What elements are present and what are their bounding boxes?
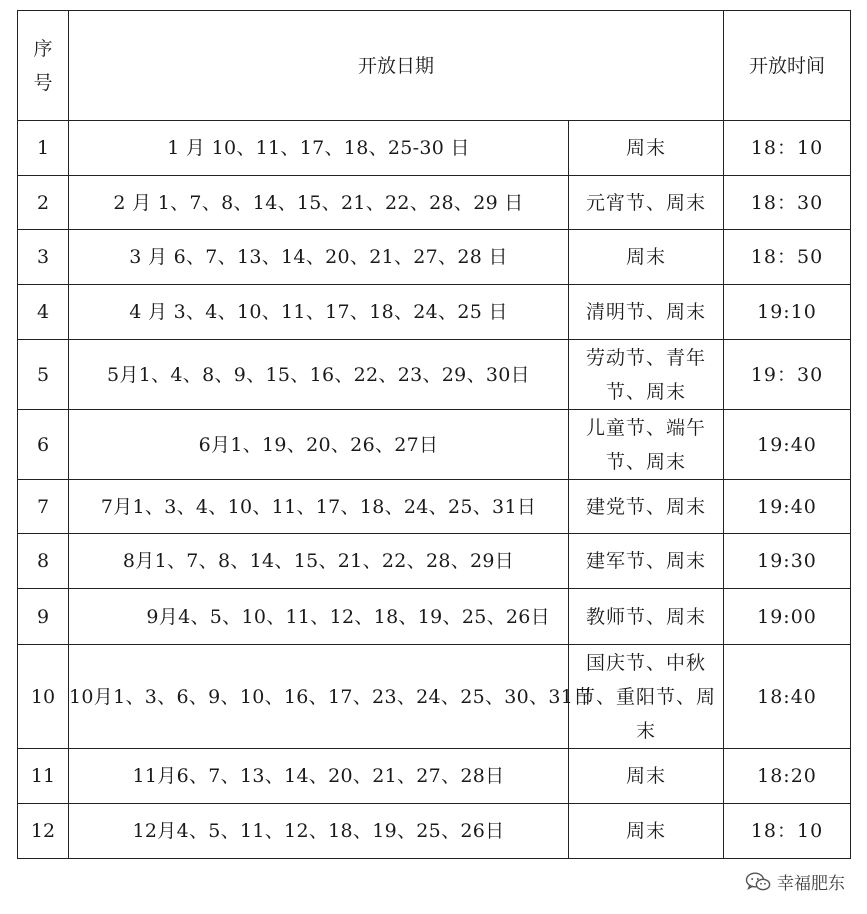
watermark — [745, 869, 845, 894]
row-time: 18:40 — [724, 645, 851, 749]
row-no: 2 — [18, 176, 69, 230]
row-no: 1 — [18, 121, 69, 176]
row-no: 3 — [18, 230, 69, 285]
row-dates: 4 月 3、4、10、11、17、18、24、25 日 — [69, 285, 569, 340]
row-festival: 清明节、周末 — [569, 285, 724, 340]
row-dates: 7月1、3、4、10、11、17、18、24、25、31日 — [69, 480, 569, 534]
row-no: 4 — [18, 285, 69, 340]
row-no: 6 — [18, 410, 69, 480]
row-time: 19:10 — [724, 285, 851, 340]
row-no: 11 — [18, 749, 69, 804]
table-row — [18, 340, 851, 410]
table-row — [18, 121, 851, 176]
row-time: 19:40 — [724, 410, 851, 480]
row-dates: 6月1、19、20、26、27日 — [69, 410, 569, 480]
row-dates: 9月4、5、10、11、12、18、19、25、26日 — [69, 589, 569, 645]
row-festival: 国庆节、中秋节、重阳节、周末 — [569, 645, 724, 749]
row-dates: 11月6、7、13、14、20、21、27、28日 — [69, 749, 569, 804]
row-time: 18:20 — [724, 749, 851, 804]
table-row — [18, 645, 851, 749]
row-time: 19：30 — [724, 340, 851, 410]
row-no: 8 — [18, 534, 69, 589]
row-time: 18：30 — [724, 176, 851, 230]
row-festival: 周末 — [569, 804, 724, 859]
row-no: 10 — [18, 645, 69, 749]
row-time: 19:40 — [724, 480, 851, 534]
row-no: 5 — [18, 340, 69, 410]
table-header-row — [18, 11, 851, 121]
opening-schedule-table — [17, 10, 851, 859]
row-dates: 5月1、4、8、9、15、16、22、23、29、30日 — [69, 340, 569, 410]
row-dates: 12月4、5、11、12、18、19、25、26日 — [69, 804, 569, 859]
row-dates: 2 月 1、7、8、14、15、21、22、28、29 日 — [69, 176, 569, 230]
table-row — [18, 804, 851, 859]
row-time: 19:30 — [724, 534, 851, 589]
row-festival: 周末 — [569, 121, 724, 176]
table-row — [18, 589, 851, 645]
row-time: 19:00 — [724, 589, 851, 645]
table-row — [18, 410, 851, 480]
table-row — [18, 176, 851, 230]
wechat-icon — [745, 872, 771, 892]
table-row — [18, 534, 851, 589]
row-festival: 建党节、周末 — [569, 480, 724, 534]
row-dates: 1 月 10、11、17、18、25-30 日 — [69, 121, 569, 176]
row-festival: 周末 — [569, 230, 724, 285]
row-festival: 儿童节、端午节、周末 — [569, 410, 724, 480]
row-dates: 10月1、3、6、9、10、16、17、23、24、25、30、31日 — [69, 645, 569, 749]
row-festival: 建军节、周末 — [569, 534, 724, 589]
row-time: 18：10 — [724, 804, 851, 859]
row-festival: 元宵节、周末 — [569, 176, 724, 230]
watermark-text: 幸福肥东 — [777, 874, 845, 894]
row-no: 12 — [18, 804, 69, 859]
table-row — [18, 480, 851, 534]
header-date: 开放日期 — [69, 11, 724, 121]
table-row — [18, 230, 851, 285]
row-time: 18：10 — [724, 121, 851, 176]
header-time: 开放时间 — [724, 11, 851, 121]
row-festival: 劳动节、青年节、周末 — [569, 340, 724, 410]
row-time: 18：50 — [724, 230, 851, 285]
row-dates: 3 月 6、7、13、14、20、21、27、28 日 — [69, 230, 569, 285]
row-festival: 教师节、周末 — [569, 589, 724, 645]
table-row — [18, 285, 851, 340]
header-no: 序号 — [18, 11, 69, 121]
row-no: 9 — [18, 589, 69, 645]
row-dates: 8月1、7、8、14、15、21、22、28、29日 — [69, 534, 569, 589]
table-row — [18, 749, 851, 804]
row-no: 7 — [18, 480, 69, 534]
row-festival: 周末 — [569, 749, 724, 804]
